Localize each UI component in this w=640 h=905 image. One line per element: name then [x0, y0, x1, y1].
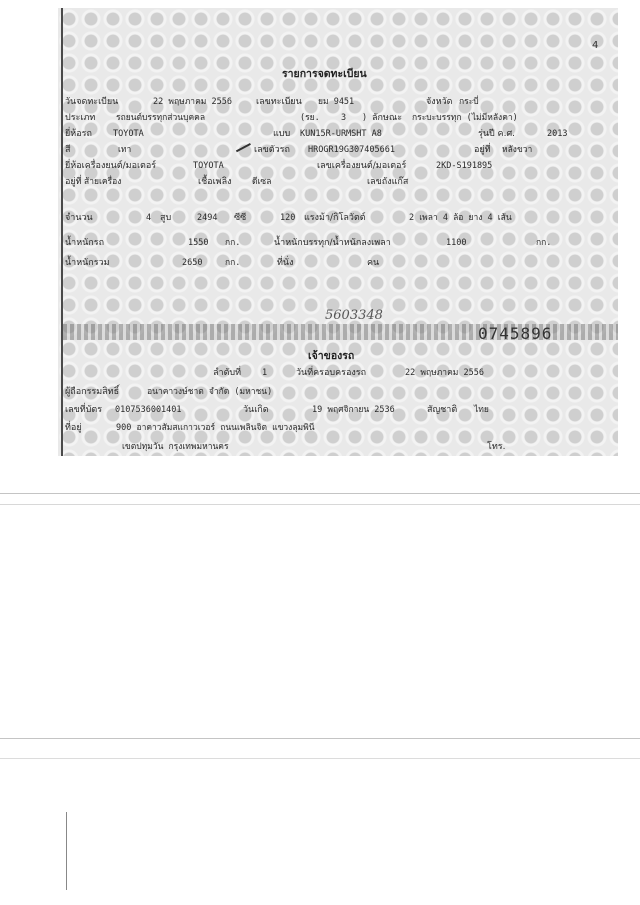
- order-value: 1: [262, 368, 268, 378]
- engine-location-label: อยู่ที่: [65, 177, 82, 187]
- address-label: ที่อยู่: [65, 423, 82, 433]
- id-card-value: 0107536001401: [115, 405, 182, 415]
- date-value: 22 พฤษภาคม 2556: [153, 97, 232, 107]
- code-number: 3: [341, 113, 347, 123]
- brand-value: TOYOTA: [113, 129, 144, 139]
- brand-label: ยี่ห้อรถ: [65, 129, 92, 139]
- page-number: 4: [592, 40, 599, 51]
- document-title: รายการจดทะเบียน: [282, 68, 367, 80]
- total-weight-label: น้ำหนักรวม: [65, 258, 110, 268]
- load-label: น้ำหนักบรรทุก/น้ำหนักลงเพลา: [274, 238, 391, 248]
- fuel-label: เชื้อเพลิง: [198, 177, 232, 187]
- holder-value: อนาคาวงษ์ชาต จำกัด (มหาชน): [147, 387, 273, 397]
- seats-unit: คน: [367, 258, 380, 268]
- count-value: 4: [146, 213, 152, 223]
- holder-label: ผู้ถือกรรมสิทธิ์: [65, 387, 120, 397]
- code-open: (รย.: [300, 113, 320, 123]
- total-weight-value: 2650: [182, 258, 203, 268]
- engine-brand-label: ยี่ห้อเครื่องยนต์/มอเตอร์: [65, 161, 157, 171]
- horsepower-label: แรงม้า/กิโลวัตต์: [304, 213, 366, 223]
- year-value: 2013: [547, 129, 568, 139]
- chassis-location-label: อยู่ที่: [474, 145, 491, 155]
- weight-unit: กก.: [225, 238, 241, 248]
- order-label: ลำดับที่: [213, 368, 242, 378]
- province-value: กระบี่: [459, 97, 479, 107]
- scan-line: [0, 493, 640, 494]
- date-label: วันจดทะเบียน: [65, 97, 119, 107]
- handwritten-number: 5603348: [325, 308, 383, 323]
- cc-label: ซีซี: [234, 213, 247, 223]
- province-label: จังหวัด: [426, 97, 453, 107]
- load-unit: กก.: [536, 238, 552, 248]
- ownership-date-value: 22 พฤษภาคม 2556: [405, 368, 484, 378]
- scan-line: [0, 738, 640, 739]
- style-value: กระบะบรรทุก (ไม่มีหลังคา): [412, 113, 518, 123]
- type-value: รถยนต์บรรทุกส่วนบุคคล: [116, 113, 206, 123]
- id-card-label: เลขที่บัตร: [65, 405, 103, 415]
- engine-number-value: 2KD-S191895: [436, 161, 493, 171]
- axle-description: 2 เพลา 4 ล้อ ยาง 4 เส้น: [409, 213, 512, 223]
- scan-line: [0, 758, 640, 759]
- ownership-date-label: วันที่ครอบครองรถ: [296, 368, 367, 378]
- weight-value: 1550: [188, 238, 209, 248]
- engine-location-value: ส้ายเครื่อง: [84, 177, 122, 187]
- color-value: เทา: [118, 145, 132, 155]
- phone-label: โทร.: [487, 442, 506, 452]
- engine-brand-value: TOYOTA: [193, 161, 224, 171]
- document-left-edge: [61, 8, 63, 456]
- cylinder-label: สูบ: [160, 213, 172, 223]
- serial-number: 0745896: [478, 324, 553, 343]
- plate-label: เลขทะเบียน: [256, 97, 302, 107]
- chassis-label: เลขตัวรถ: [254, 145, 290, 155]
- nationality-label: สัญชาติ: [427, 405, 458, 415]
- fuel-value: ดีเซล: [252, 177, 272, 187]
- scan-edge-line: [66, 812, 67, 890]
- year-label: รุ่นปี ค.ศ.: [478, 129, 516, 139]
- model-value: KUN15R-URMSHT A8: [300, 129, 382, 139]
- chassis-value: HROGR19G307405661: [308, 145, 395, 155]
- weight-label: น้ำหนักรถ: [65, 238, 105, 248]
- owner-section-title: เจ้าของรถ: [308, 350, 355, 362]
- cc-value: 120: [280, 213, 296, 223]
- engine-number-label: เลขเครื่องยนต์/มอเตอร์: [317, 161, 407, 171]
- chassis-location-value: หลังขวา: [502, 145, 533, 155]
- style-label: ลักษณะ: [372, 113, 403, 123]
- color-label: สี: [65, 145, 71, 155]
- seats-label: ที่นั่ง: [277, 258, 294, 268]
- gas-tank-label: เลขถังแก๊ส: [367, 177, 409, 187]
- cylinder-value: 2494: [197, 213, 218, 223]
- nationality-value: ไทย: [474, 405, 489, 415]
- type-label: ประเภท: [65, 113, 96, 123]
- plate-value: ยม 9451: [318, 97, 355, 107]
- code-close: ): [362, 113, 368, 123]
- address-line-2: เขตปทุมวัน กรุงเทพมหานคร: [122, 442, 229, 452]
- total-weight-unit: กก.: [225, 258, 241, 268]
- address-value: 900 อาคาวสัมสแกาวเวอร์ ถนนเพลินจิต แขวงลุมพินี: [116, 423, 315, 433]
- birth-date-label: วันเกิด: [243, 405, 269, 415]
- scan-line: [0, 504, 640, 505]
- birth-date-value: 19 พฤศจิกายน 2536: [312, 405, 395, 415]
- model-label: แบบ: [273, 129, 291, 139]
- count-label: จำนวน: [65, 213, 93, 223]
- load-value: 1100: [446, 238, 467, 248]
